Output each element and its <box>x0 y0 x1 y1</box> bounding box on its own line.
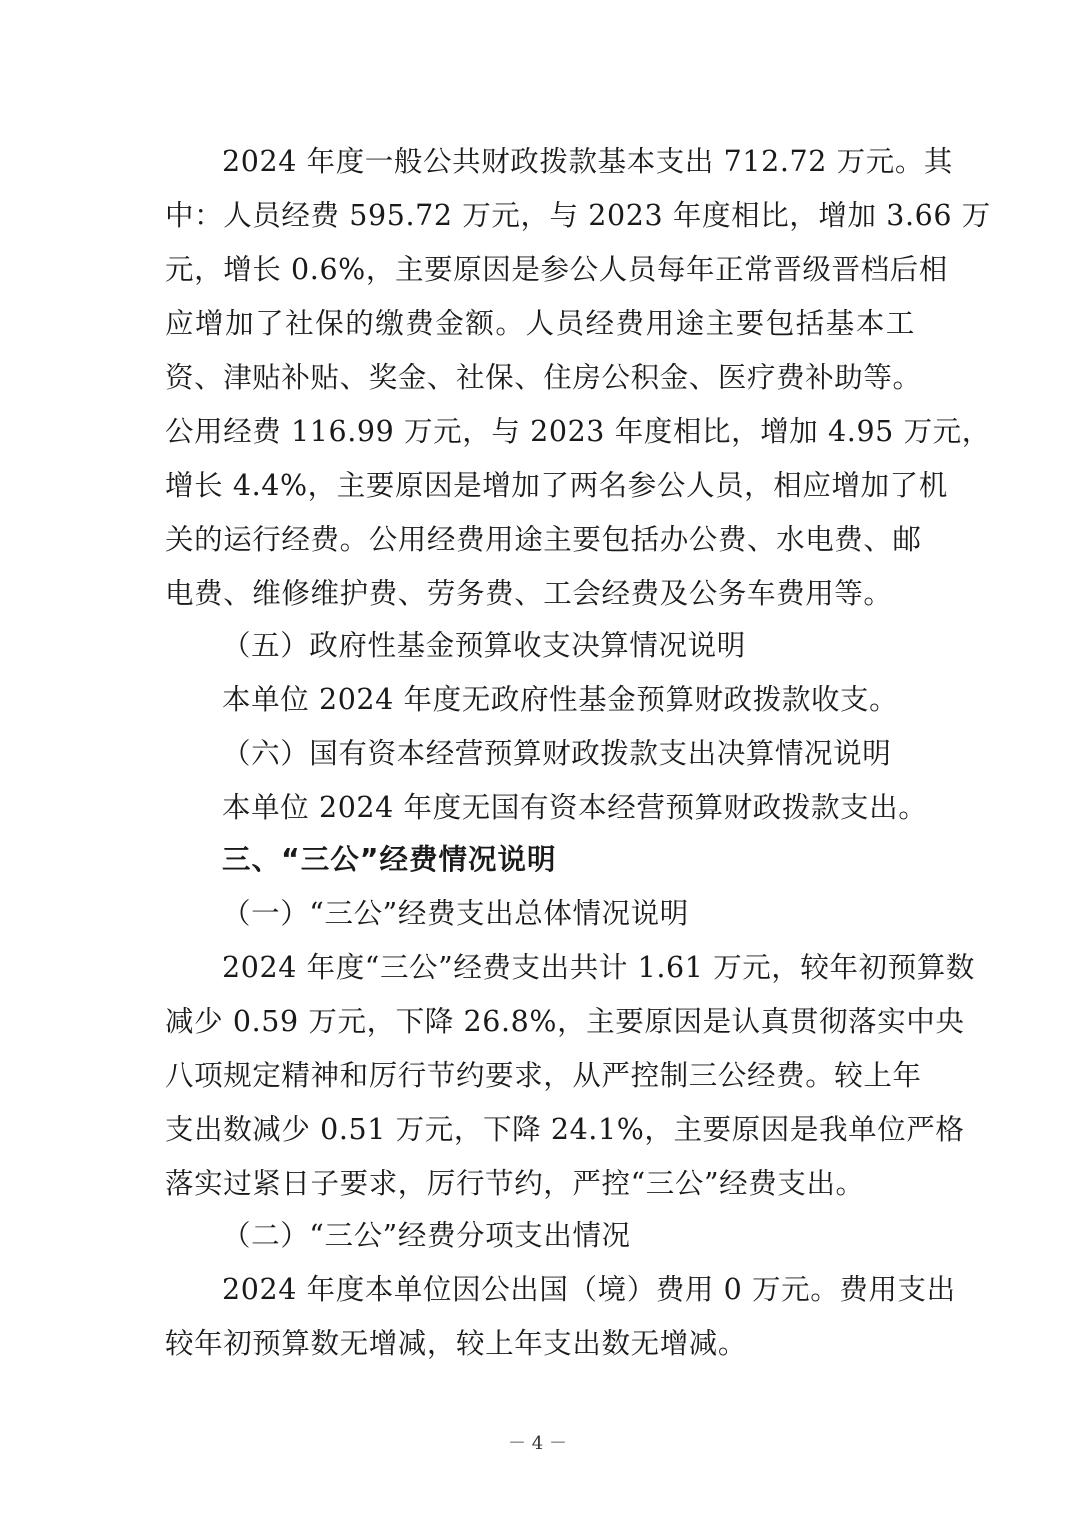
paragraph-line: 2024 年度“三公”经费支出共计 1.61 万元，较年初预算数 <box>222 951 976 984</box>
section-subheading: （一）“三公”经费支出总体情况说明 <box>222 897 689 930</box>
paragraph-line: 公用经费 116.99 万元，与 2023 年度相比，增加 4.95 万元， <box>165 415 991 448</box>
paragraph-line: 中：人员经费 595.72 万元，与 2023 年度相比，增加 3.66 万 <box>165 199 991 232</box>
section-subheading: （五）政府性基金预算收支决算情况说明 <box>222 629 746 662</box>
paragraph-line: 资、津贴补贴、奖金、社保、住房公积金、医疗费补助等。 <box>165 361 922 394</box>
section-subheading: （二）“三公”经费分项支出情况 <box>222 1219 631 1252</box>
section-heading: 三、“三公”经费情况说明 <box>222 843 557 876</box>
paragraph-line: 本单位 2024 年度无国有资本经营预算财政拨款支出。 <box>222 791 928 824</box>
paragraph-line: 元，增长 0.6%，主要原因是参公人员每年正常晋级晋档后相 <box>165 253 948 286</box>
paragraph-line: 本单位 2024 年度无政府性基金预算财政拨款收支。 <box>222 683 899 716</box>
paragraph-line: 减少 0.59 万元，下降 26.8%，主要原因是认真贯彻落实中央 <box>165 1005 965 1038</box>
paragraph-line: 2024 年度一般公共财政拨款基本支出 712.72 万元。其 <box>222 145 954 178</box>
paragraph-line: 2024 年度本单位因公出国（境）费用 0 万元。费用支出 <box>222 1273 956 1306</box>
page-number: － 4 － <box>508 1433 567 1454</box>
paragraph-line: 落实过紧日子要求，厉行节约，严控“三公”经费支出。 <box>165 1167 865 1200</box>
paragraph-line: 电费、维修维护费、劳务费、工会经费及公务车费用等。 <box>165 577 893 610</box>
paragraph-line: 增长 4.4%，主要原因是增加了两名参公人员，相应增加了机 <box>165 469 948 502</box>
paragraph-line: 关的运行经费。公用经费用途主要包括办公费、水电费、邮 <box>165 523 922 556</box>
paragraph-line: 八项规定精神和厉行节约要求，从严控制三公经费。较上年 <box>165 1059 922 1092</box>
paragraph-line: 较年初预算数无增减，较上年支出数无增减。 <box>165 1327 748 1360</box>
section-subheading: （六）国有资本经营预算财政拨款支出决算情况说明 <box>222 737 892 770</box>
paragraph-line: 应增加了社保的缴费金额。人员经费用途主要包括基本工 <box>165 307 915 340</box>
paragraph-line: 支出数减少 0.51 万元，下降 24.1%，主要原因是我单位严格 <box>165 1113 965 1146</box>
